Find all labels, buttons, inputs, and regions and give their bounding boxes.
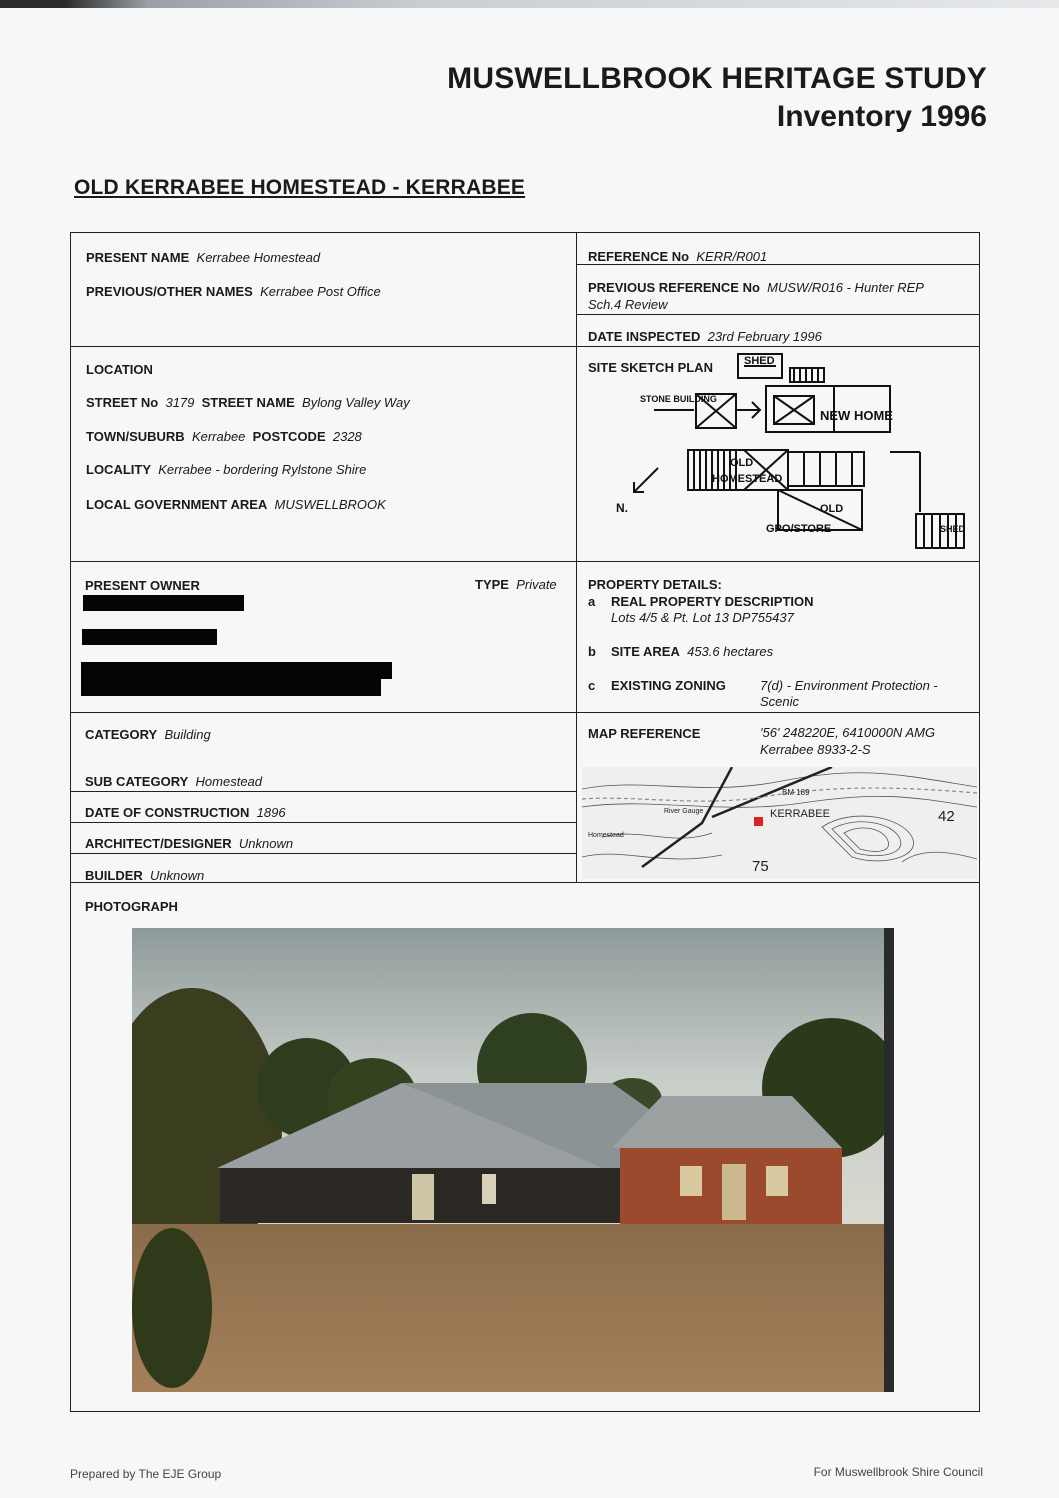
town-label: TOWN/SUBURB — [86, 429, 185, 444]
map-reference-value: '56' 248220E, 6410000N AMG — [760, 725, 936, 740]
sketch-label-shed-top: SHED — [744, 355, 775, 367]
sketch-label-north: N. — [616, 501, 628, 515]
sub-category-label: SUB CATEGORY — [85, 774, 189, 789]
previous-names-field — [86, 284, 381, 299]
item-title: OLD KERRABEE HOMESTEAD - KERRABEE — [74, 176, 526, 199]
street-name-value: Bylong Valley Way — [302, 395, 410, 410]
row-line — [70, 561, 980, 562]
type-value: Private — [516, 577, 557, 592]
sketch-label-stone-building: STONE BUILDING — [640, 394, 717, 404]
redacted-owner-line-3 — [81, 662, 392, 679]
footer-prepared-by: Prepared by The EJE Group — [70, 1467, 222, 1481]
present-name-field — [86, 250, 320, 265]
prop-a-letter: a — [588, 594, 596, 609]
date-inspected-value: 23rd February 1996 — [707, 329, 822, 344]
row-line — [70, 791, 576, 792]
photograph-label: PHOTOGRAPH — [85, 899, 178, 914]
site-sketch-plan — [594, 352, 980, 558]
locality-field — [86, 462, 366, 477]
row-line — [70, 712, 980, 713]
reference-value: KERR/R001 — [696, 249, 768, 264]
column-divider — [576, 232, 577, 882]
map-label-42: 42 — [938, 808, 955, 825]
present-name-value: Kerrabee Homestead — [196, 250, 321, 265]
present-name-label: PRESENT NAME — [86, 250, 190, 265]
town-value: Kerrabee — [191, 429, 246, 444]
architect-field — [85, 836, 293, 851]
town-field — [86, 429, 362, 444]
row-line — [70, 822, 576, 823]
site-sketch-label: SITE SKETCH PLAN — [588, 360, 713, 375]
reference-label: REFERENCE No — [588, 249, 690, 264]
location-label: LOCATION — [86, 362, 153, 377]
map-label-town: KERRABEE — [770, 808, 830, 820]
category-value: Building — [164, 727, 211, 742]
category-label: CATEGORY — [85, 727, 158, 742]
redacted-owner-line-2 — [82, 629, 217, 645]
date-construction-value: 1896 — [256, 805, 286, 820]
previous-names-value: Kerrabee Post Office — [260, 284, 381, 299]
previous-reference-value-2: Sch.4 Review — [588, 297, 668, 312]
prop-c-letter: c — [588, 678, 596, 693]
sketch-label-old-1: OLD — [730, 457, 754, 469]
prop-a-value: Lots 4/5 & Pt. Lot 13 DP755437 — [611, 610, 794, 625]
row-line — [70, 346, 980, 347]
locality-value: Kerrabee - bordering Rylstone Shire — [158, 462, 367, 477]
date-inspected-label: DATE INSPECTED — [588, 329, 701, 344]
reference-field — [588, 249, 767, 264]
postcode-value: 2328 — [332, 429, 362, 444]
redacted-owner-line-4 — [81, 679, 381, 696]
row-line — [70, 853, 576, 854]
locality-label: LOCALITY — [86, 462, 151, 477]
homestead-photograph — [132, 928, 894, 1392]
map-label-homestead: Homestead — [588, 832, 624, 839]
map-reference-value-2: Kerrabee 8933-2-S — [760, 742, 871, 757]
builder-value: Unknown — [150, 868, 205, 883]
prop-a-label: REAL PROPERTY DESCRIPTION — [611, 594, 814, 609]
lga-field — [86, 497, 386, 512]
map-label-75: 75 — [752, 858, 769, 875]
sub-category-value: Homestead — [195, 774, 263, 789]
date-inspected-field — [588, 329, 822, 344]
architect-label: ARCHITECT/DESIGNER — [85, 836, 232, 851]
category-field — [85, 727, 211, 742]
row-line — [70, 882, 980, 883]
previous-reference-value: MUSW/R016 - Hunter REP — [767, 280, 924, 295]
type-label: TYPE — [475, 577, 509, 592]
prop-b-label: SITE AREA — [611, 644, 680, 659]
redacted-owner-line-1 — [83, 595, 244, 611]
sketch-label-old-2: OLD — [820, 503, 844, 515]
property-details-label: PROPERTY DETAILS: — [588, 577, 722, 592]
prop-b-value: 453.6 hectares — [687, 644, 774, 659]
street-no-label: STREET No — [86, 395, 159, 410]
prop-b-field — [611, 644, 773, 659]
postcode-label: POSTCODE — [252, 429, 326, 444]
map-label-bm: BM 189 — [782, 788, 810, 797]
prop-c-label: EXISTING ZONING — [611, 678, 726, 693]
map-label-river: River Gauge — [664, 808, 704, 815]
lga-label: LOCAL GOVERNMENT AREA — [86, 497, 268, 512]
inventory-year: Inventory 1996 — [776, 100, 987, 133]
builder-label: BUILDER — [85, 868, 143, 883]
date-construction-label: DATE OF CONSTRUCTION — [85, 805, 250, 820]
architect-value: Unknown — [238, 836, 294, 851]
prop-b-letter: b — [588, 644, 596, 659]
previous-names-label: PREVIOUS/OTHER NAMES — [86, 284, 253, 299]
row-line — [576, 264, 980, 265]
prop-c-value-2: Scenic — [760, 694, 800, 709]
previous-reference-label: PREVIOUS REFERENCE No — [588, 280, 760, 295]
sketch-label-gpo-store: GPO/STORE — [766, 523, 832, 535]
scan-edge — [0, 0, 1059, 8]
study-title: MUSWELLBROOK HERITAGE STUDY — [447, 62, 987, 95]
date-construction-field — [85, 805, 286, 820]
sketch-label-shed-right: SHED — [940, 524, 966, 534]
street-name-label: STREET NAME — [201, 395, 295, 410]
footer-council: For Muswellbrook Shire Council — [813, 1465, 983, 1479]
previous-reference-field — [588, 280, 924, 295]
map-reference-label: MAP REFERENCE — [588, 726, 701, 741]
sketch-label-homestead: HOMESTEAD — [712, 473, 783, 485]
sub-category-field — [85, 774, 262, 789]
sketch-label-new-home: NEW HOME — [820, 408, 893, 423]
type-field — [475, 577, 557, 592]
row-line — [576, 314, 980, 315]
street-field — [86, 395, 410, 410]
lga-value: MUSWELLBROOK — [274, 497, 386, 512]
prop-c-value: 7(d) - Environment Protection - — [760, 678, 938, 693]
street-no-value: 3179 — [165, 395, 195, 410]
present-owner-label: PRESENT OWNER — [85, 578, 200, 593]
builder-field — [85, 868, 204, 883]
topographic-map-extract — [582, 767, 977, 879]
